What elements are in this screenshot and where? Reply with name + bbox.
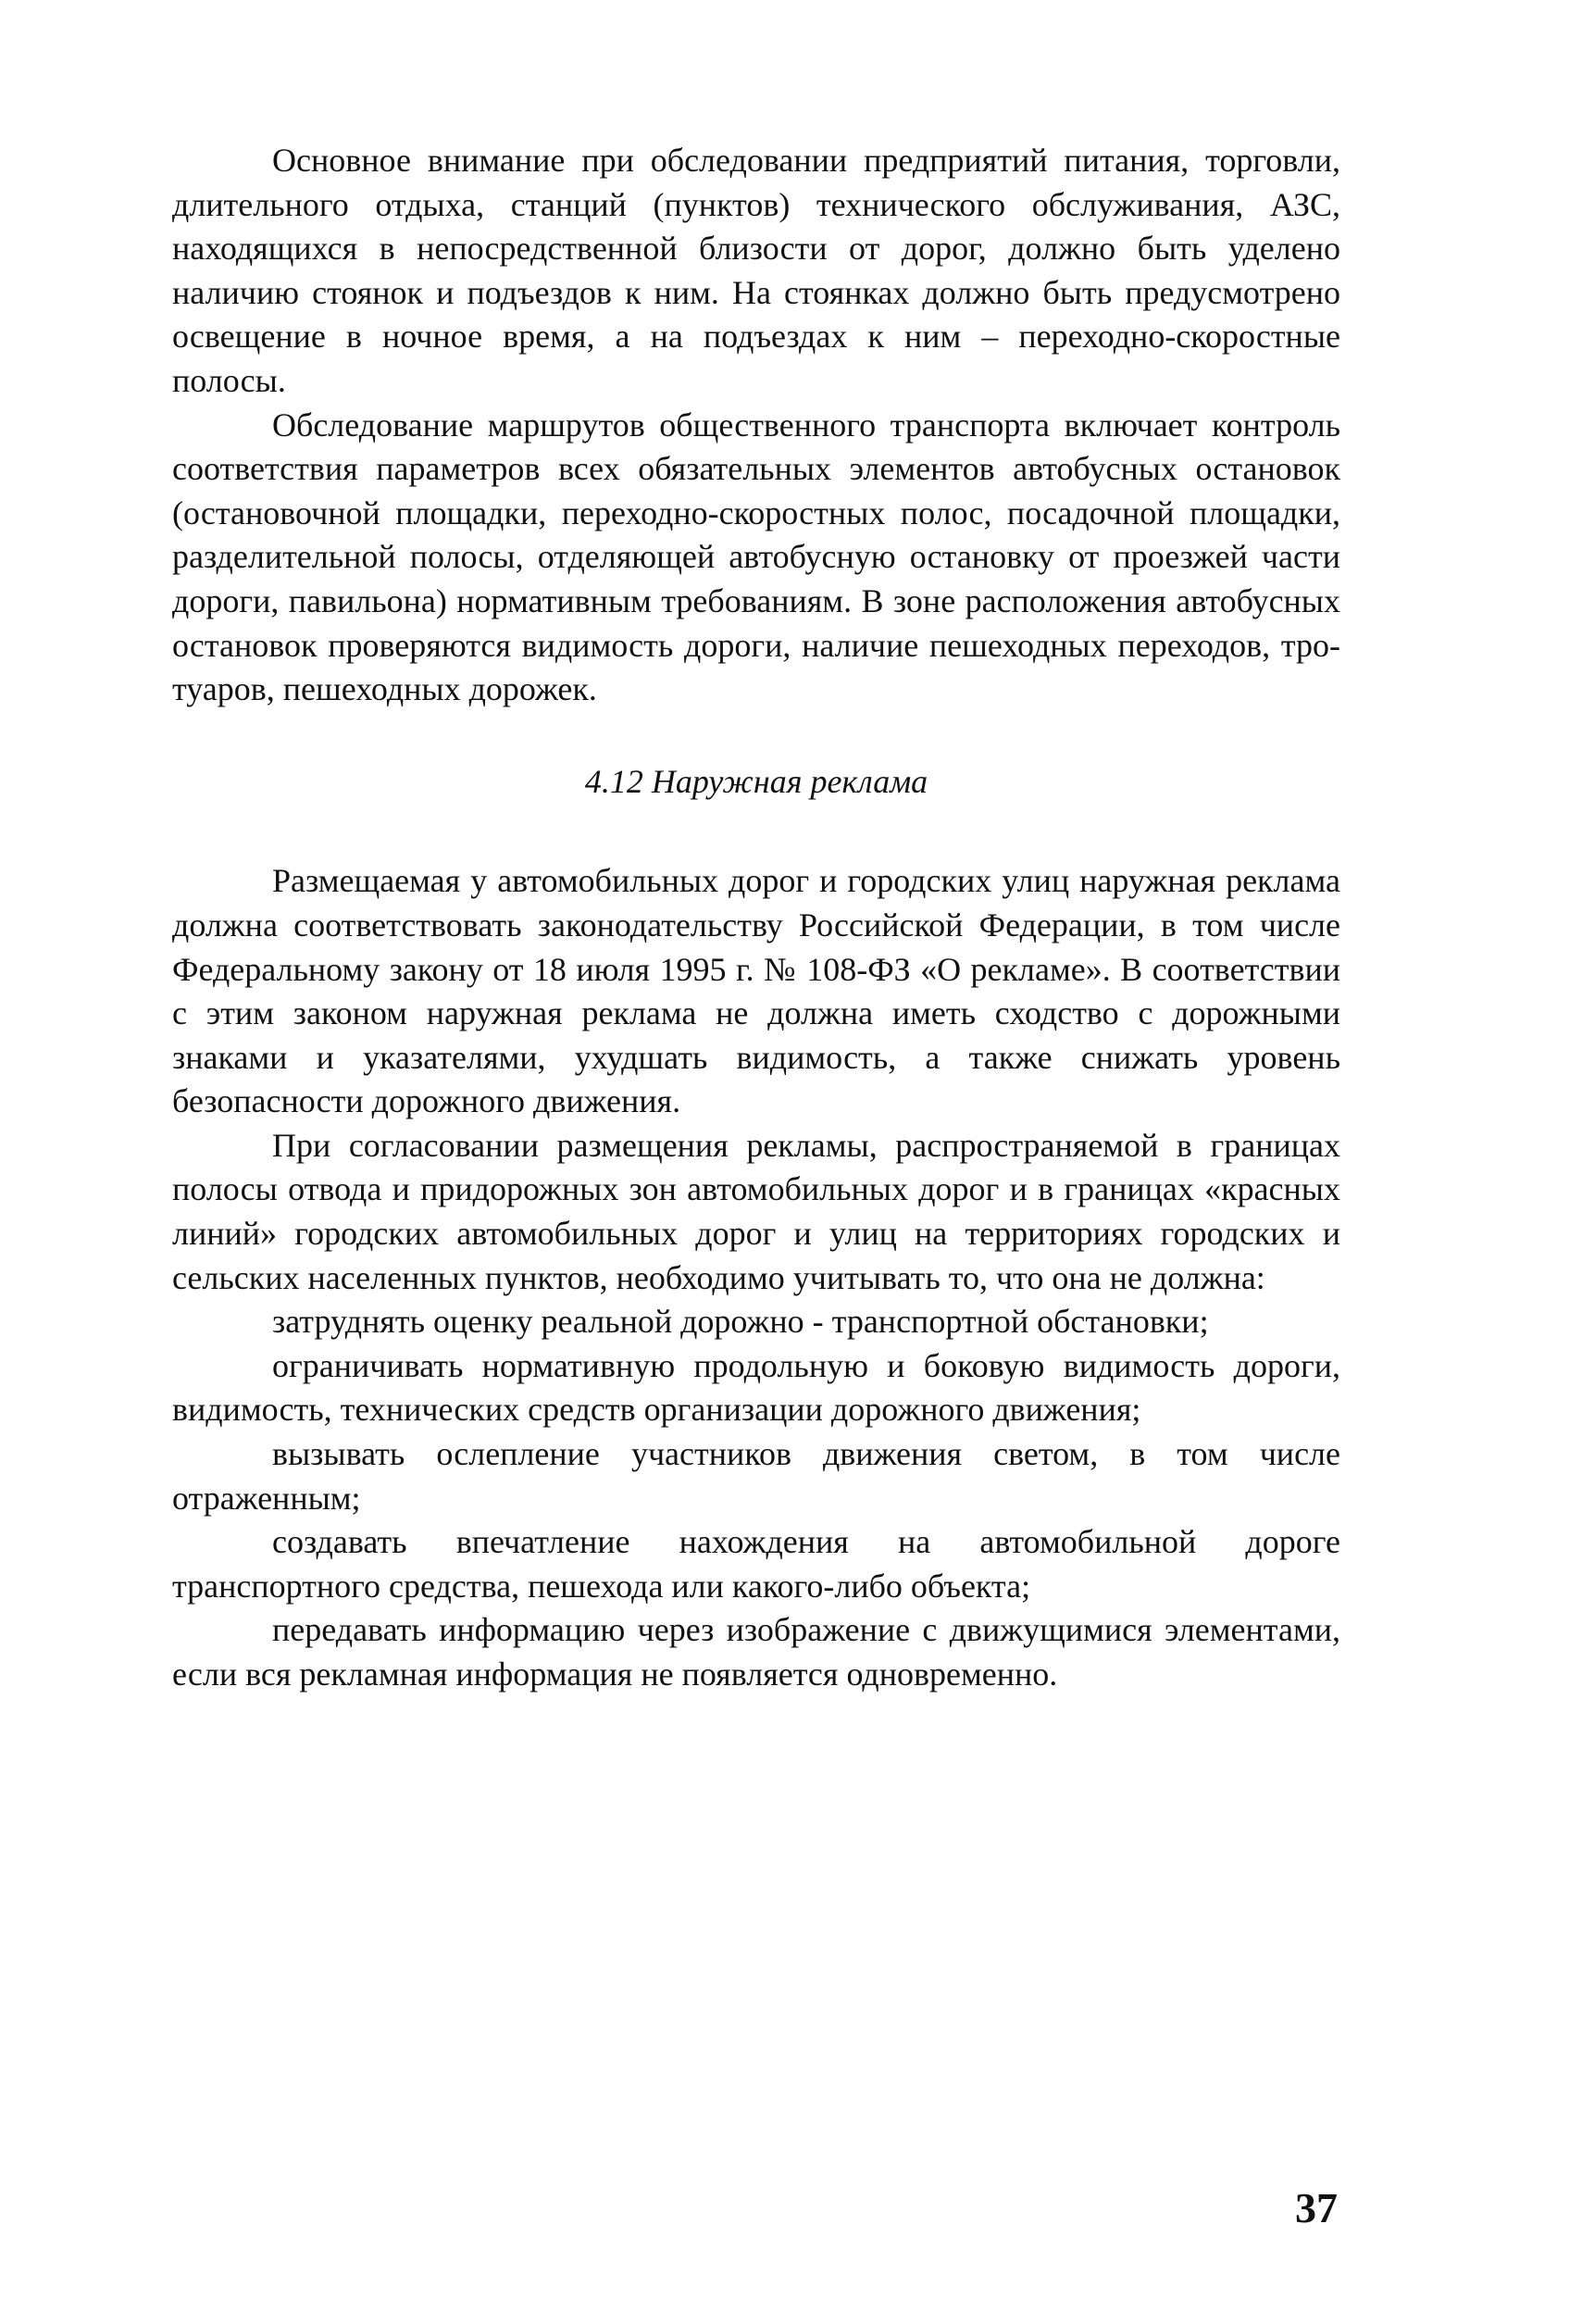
page-number: 37	[1295, 2184, 1338, 2231]
document-page	[172, 139, 1340, 1697]
list-item-restriction-2: ограничивать нормативную продольную и боковую видимость дороги, видимость, технических средств организации дорожного движения;	[172, 1346, 1340, 1429]
list-item-restriction-4: создавать впечатление нахождения на автомобильной дороге транспортного средства, пешехода или какого-либо объекта;	[172, 1523, 1340, 1605]
paragraph-service-facilities: Основное внимание при обследовании предприятий питания, торговли, длительного отдыха, станций (пунктов) технического обслуживания, АЗС, находящихся в непосредственной близости от дорог, должно быть уделено наличию стоянок и подъездов к ним. На стоянках должно быть предусмотрено освещение в ночное время, а на подъездах к ним – переходно-скоростные полосы.	[172, 142, 1340, 399]
paragraph-public-transport: Обследование маршрутов общественного транспорта включает контроль соответствия параметров всех обязательных элементов автобусных остановок (остановочной площадки, переходно-скоростных полос, посадочной площадки, разделительной полосы, отделяющей автобусную остановку от проезжей части дороги, павильона) нормативным требованиям. В зоне расположения автобусных остановок проверяются видимость дороги, наличие пешеходных переходов, тротуаров, пешеходных дорожек.	[172, 406, 1340, 708]
section-heading: 4.12 Наружная реклама	[584, 762, 928, 800]
list-item-restriction-3: вызывать ослепление участников движения светом, в том числе отраженным;	[172, 1435, 1340, 1517]
paragraph-approval-conditions: При согласовании размещения рекламы, распространяемой в границах полосы отвода и придорожных зон автомобильных дорог и в границах «красных линий» городских автомобильных дорог и улиц на территориях городских и сельских населенных пунктов, необходимо учитывать то, что она не должна:	[172, 1126, 1340, 1296]
list-item-restriction-1: затруднять оценку реальной дорожно - транспортной обстановки;	[272, 1303, 1209, 1341]
list-item-restriction-5: передавать информацию через изображение с движущимися элементами, если вся рекламная информация не появляется одновременно.	[172, 1611, 1340, 1693]
paragraph-outdoor-advertising: Размещаемая у автомобильных дорог и городских улиц наружная реклама должна соответствовать законодательству Российской Федерации, в том числе Федеральному закону от 18 июля 1995 г. № 108-ФЗ «О рекламе». В соответствии с этим законом наружная реклама не должна иметь сходство с дорожными знаками и указателями, ухудшать видимость, а также снижать уровень безопасности дорожного движения.	[172, 862, 1340, 1120]
